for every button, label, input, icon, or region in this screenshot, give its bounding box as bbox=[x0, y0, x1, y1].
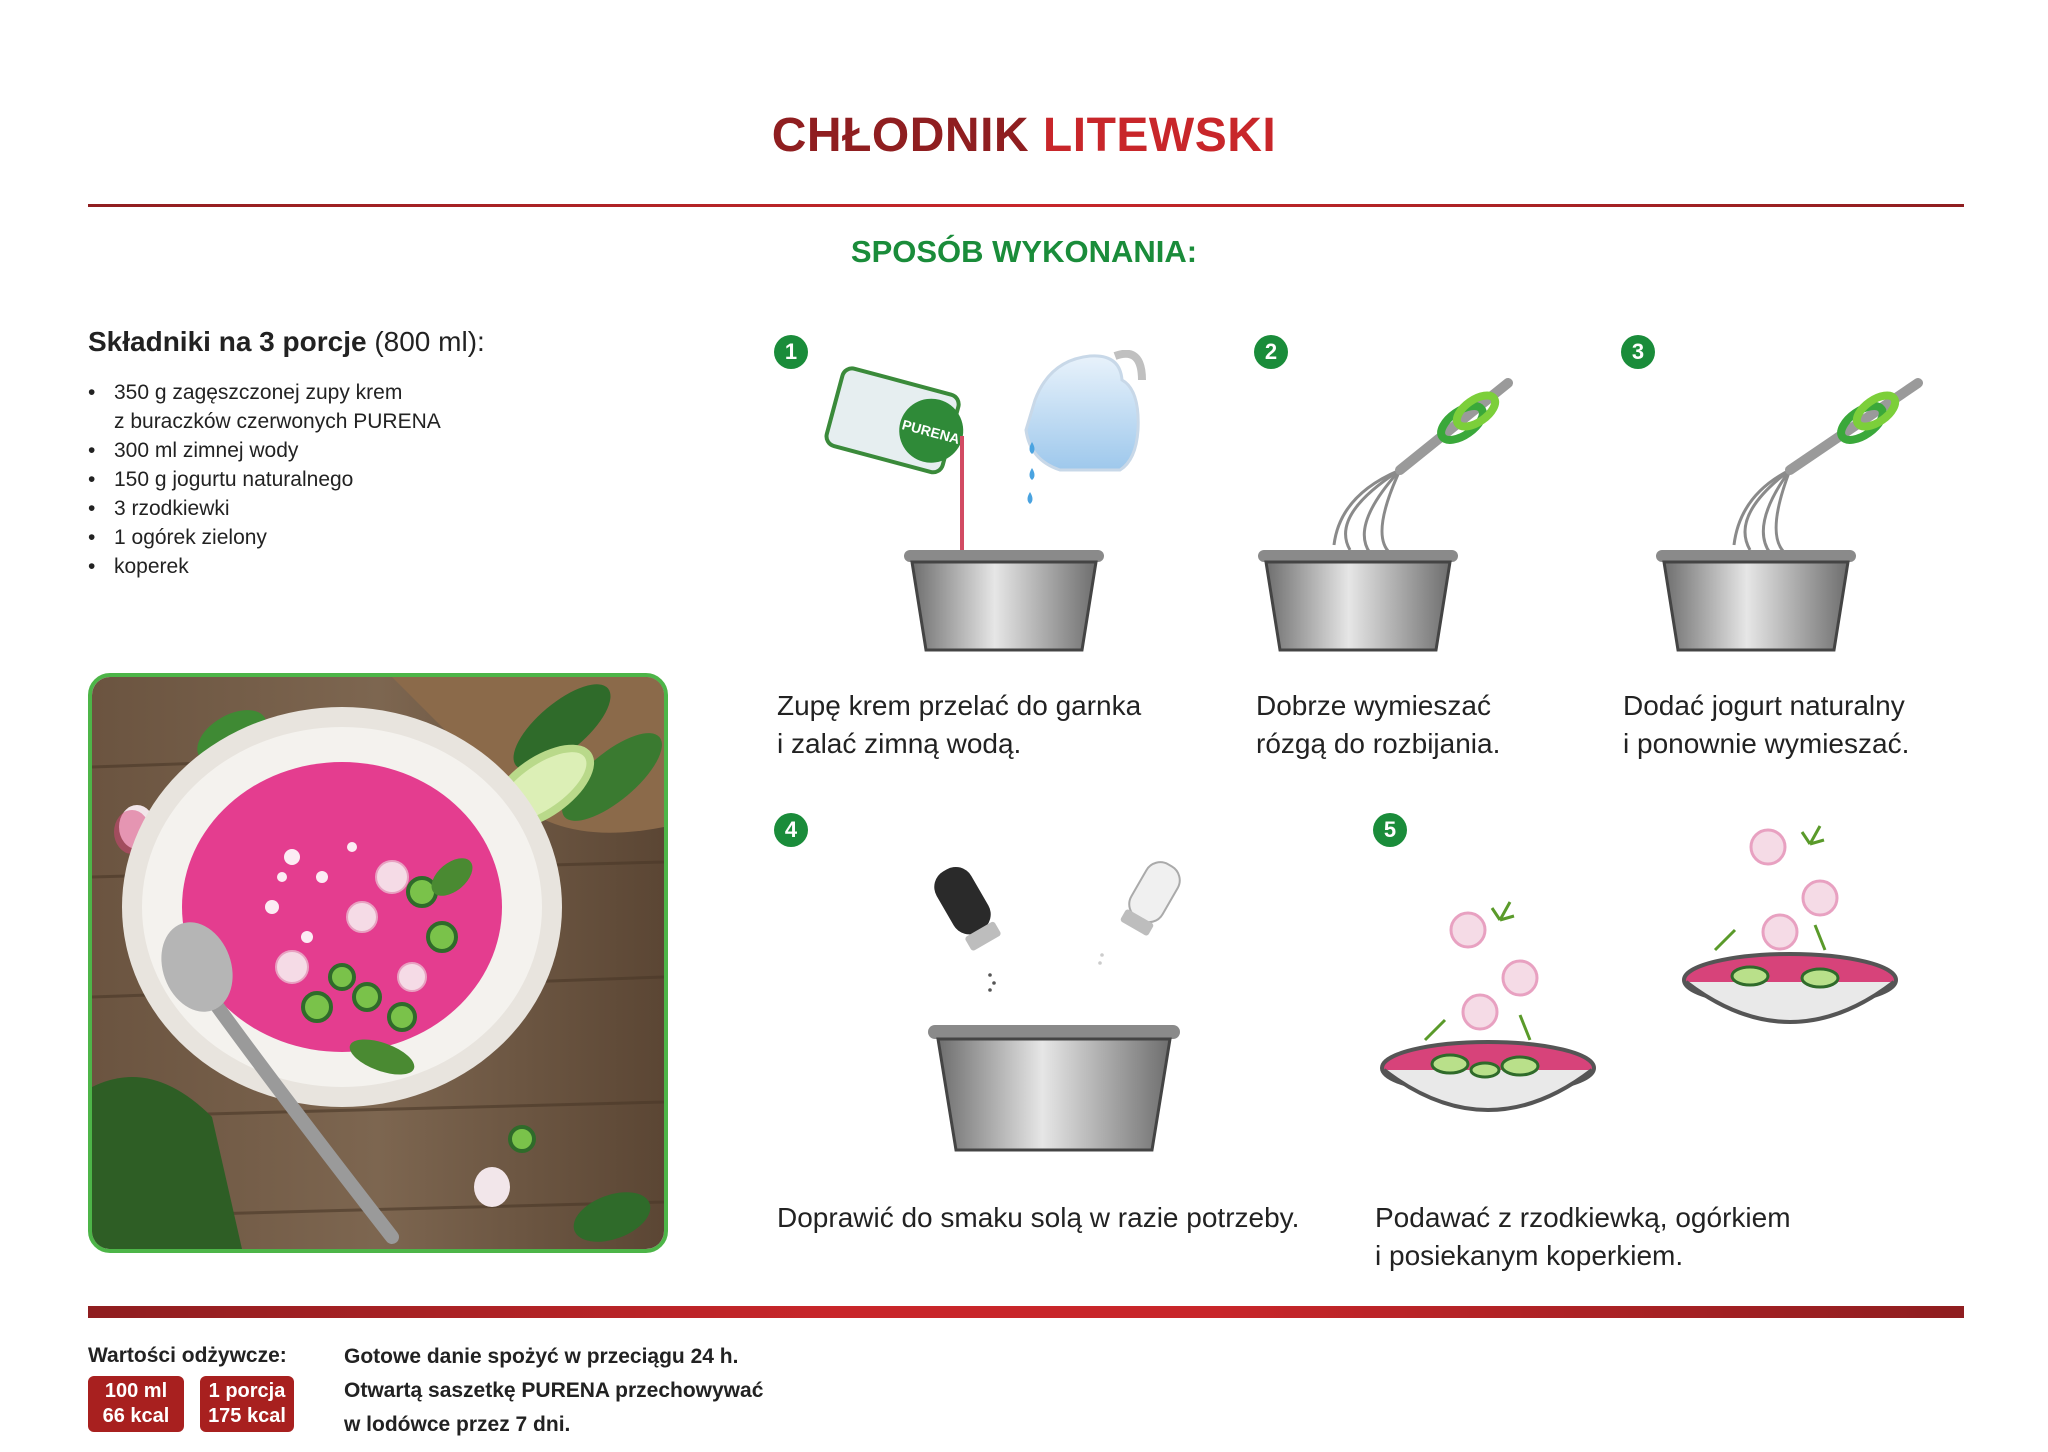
step-5-text: Podawać z rzodkiewką, ogórkiem i posiekanym koperkiem. bbox=[1375, 1202, 1791, 1271]
ingredients-title-volume: (800 ml): bbox=[366, 326, 485, 357]
nutrition-label: Wartości odżywcze: bbox=[88, 1344, 287, 1367]
packet-logo-text: PURENA bbox=[900, 416, 962, 448]
ingredients-title-bold: Składniki na 3 porcje bbox=[88, 326, 367, 357]
nutrition-per-100ml-badge bbox=[88, 1376, 184, 1432]
step-4-text: Doprawić do smaku solą w razie potrzeby. bbox=[777, 1202, 1300, 1233]
purena-packet-icon bbox=[824, 366, 972, 477]
storage-info bbox=[344, 1340, 763, 1442]
pot-icon bbox=[1258, 550, 1458, 650]
ingredients-title bbox=[88, 326, 485, 358]
pot-icon bbox=[904, 550, 1104, 650]
nutrition-box2-line2: 175 kcal bbox=[208, 1405, 286, 1427]
step-3-text: Dodać jogurt naturalny i ponownie wymieszać. bbox=[1623, 690, 1910, 759]
water-drops-icon bbox=[1028, 442, 1035, 504]
pot-icon bbox=[1656, 550, 1856, 650]
ingredient-item: • 150 g jogurtu naturalnego bbox=[88, 465, 441, 494]
step-2-badge: 2 bbox=[1254, 335, 1288, 369]
ingredient-item-continuation: z buraczków czerwonych PURENA bbox=[114, 410, 441, 433]
pepper-shaker-icon bbox=[928, 860, 1005, 953]
recipe-title bbox=[0, 108, 2048, 163]
method-heading: SPOSÓB WYKONANIA: bbox=[850, 234, 1198, 269]
nutrition-box1-line2: 66 kcal bbox=[102, 1405, 170, 1427]
soup-photo-illustration bbox=[92, 677, 664, 1249]
nutrition-per-portion-badge bbox=[200, 1376, 294, 1432]
step-4-illustration bbox=[920, 855, 1190, 1155]
whisk-icon bbox=[1734, 383, 1918, 553]
step-3-badge: 3 bbox=[1621, 335, 1655, 369]
ingredient-item: • koperek bbox=[88, 552, 441, 581]
pot-icon bbox=[928, 1025, 1180, 1150]
soup-photo bbox=[88, 673, 668, 1253]
storage-line-2: Otwartą saszetkę PURENA przechowywać bbox=[344, 1379, 764, 1402]
salt-shaker-icon bbox=[1118, 856, 1186, 937]
step-3-illustration bbox=[1650, 375, 1940, 660]
step-1-text: Zupę krem przelać do garnka i zalać zimną wodą. bbox=[777, 690, 1142, 759]
step-5-illustration bbox=[1370, 820, 1910, 1140]
whisk-icon bbox=[1334, 383, 1508, 553]
step-1-illustration bbox=[820, 350, 1210, 660]
title-part-1: CHŁODNIK bbox=[771, 109, 1030, 162]
ingredients-list bbox=[88, 378, 441, 581]
storage-line-3: w lodówce przez 7 dni. bbox=[344, 1413, 571, 1436]
step-4-badge: 4 bbox=[774, 813, 808, 847]
nutrition-box2-line1: 1 porcja bbox=[208, 1380, 286, 1402]
ingredient-item: • 300 ml zimnej wody bbox=[88, 436, 441, 465]
ingredient-item: • 3 rzodkiewki bbox=[88, 494, 441, 523]
ingredient-item: • 1 ogórek zielony bbox=[88, 523, 441, 552]
step-1-badge: 1 bbox=[774, 335, 808, 369]
step-5-badge: 5 bbox=[1373, 813, 1407, 847]
step-2-illustration bbox=[1250, 375, 1540, 660]
salad-bowl-icon bbox=[1382, 1015, 1594, 1110]
title-part-2: LITEWSKI bbox=[1042, 109, 1277, 162]
water-jug-icon bbox=[1026, 354, 1142, 470]
step-2-text: Dobrze wymieszać rózgą do rozbijania. bbox=[1256, 690, 1501, 759]
storage-line-1: Gotowe danie spożyć w przeciągu 24 h. bbox=[344, 1345, 739, 1368]
top-divider bbox=[88, 204, 1964, 207]
nutrition-box1-line1: 100 ml bbox=[104, 1380, 168, 1402]
bottom-divider bbox=[88, 1306, 1964, 1318]
ingredient-item: • 350 g zagęszczonej zupy krem bbox=[88, 378, 441, 407]
